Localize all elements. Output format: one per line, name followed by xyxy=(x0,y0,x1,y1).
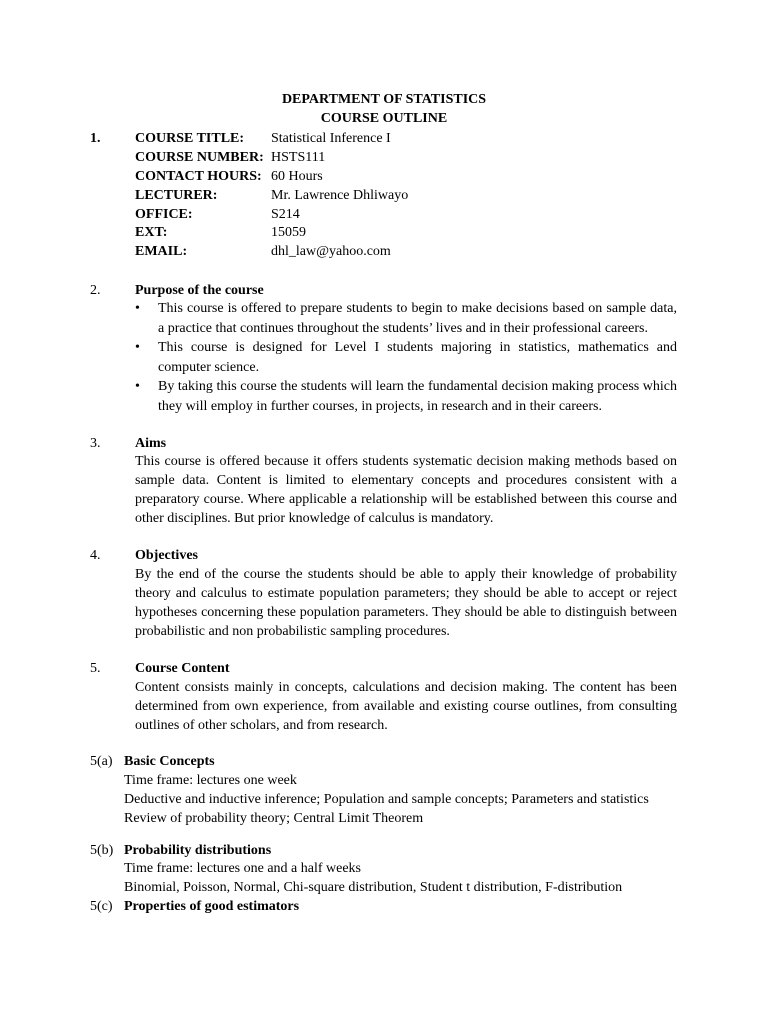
bullet-icon: • xyxy=(135,340,140,355)
bullet-text: This course is offered to prepare students to begin to make decisions based on sample data, a practice that continues throughout the students’ lives and in their professional careers. xyxy=(158,301,677,336)
info-value: Mr. Lawrence Dhliwayo xyxy=(271,188,409,203)
purpose-heading: Purpose of the course xyxy=(135,283,264,298)
info-label: COURSE TITLE: xyxy=(135,131,245,146)
subsection-number-5c: 5(c) xyxy=(90,899,113,914)
course-outline-title: COURSE OUTLINE xyxy=(320,111,448,126)
info-label: LECTURER: xyxy=(135,188,218,203)
subsection-number-5a: 5(a) xyxy=(90,754,113,769)
info-label: OFFICE: xyxy=(135,207,193,222)
objectives-heading: Objectives xyxy=(135,548,198,563)
info-label: COURSE NUMBER: xyxy=(135,150,264,165)
bullet-text: This course is designed for Level I students majoring in statistics, mathematics and computer science. xyxy=(158,340,677,375)
info-label: EXT: xyxy=(135,225,168,240)
section-number-4: 4. xyxy=(90,548,101,563)
basic-concepts-line: Deductive and inductive inference; Population and sample concepts; Parameters and statistics xyxy=(124,792,649,807)
info-value: 15059 xyxy=(271,225,306,240)
info-value: S214 xyxy=(271,207,300,222)
purpose-bullet-list xyxy=(135,299,677,416)
estimators-heading: Properties of good estimators xyxy=(124,899,300,914)
course-content-heading: Course Content xyxy=(135,661,230,676)
section-number-3: 3. xyxy=(90,436,101,451)
probability-distributions-line: Time frame: lectures one and a half weeks xyxy=(124,861,362,876)
info-value: 60 Hours xyxy=(271,169,323,184)
email-link[interactable]: dhl_law@yahoo.com xyxy=(271,244,391,259)
probability-distributions-line: Binomial, Poisson, Normal, Chi-square distribution, Student t distribution, F-distribution xyxy=(124,880,623,895)
section-number-1: 1. xyxy=(90,131,101,146)
basic-concepts-line: Time frame: lectures one week xyxy=(124,773,297,788)
list-item xyxy=(135,377,677,416)
aims-heading: Aims xyxy=(135,436,167,451)
course-content-paragraph: Content consists mainly in concepts, calculations and decision making. The content has been determined from own experience, from available and existing course outlines, from consulting outlines of other scholars, and from research. xyxy=(135,680,677,733)
department-title: DEPARTMENT OF STATISTICS xyxy=(281,92,487,107)
info-label: EMAIL: xyxy=(135,244,188,259)
bullet-icon: • xyxy=(135,379,140,394)
objectives-paragraph: By the end of the course the students should be able to apply their knowledge of probability theory and calculus to estimate population parameters; they should be able to accept or reject hypotheses concerning these population parameters. They should be able to distinguish between probabilistic and non probabilistic sampling procedures. xyxy=(135,567,677,639)
info-label: CONTACT HOURS: xyxy=(135,169,262,184)
basic-concepts-line: Review of probability theory; Central Limit Theorem xyxy=(124,811,424,826)
section-number-5: 5. xyxy=(90,661,101,676)
list-item xyxy=(135,299,677,338)
bullet-icon: • xyxy=(135,301,140,316)
bullet-text: By taking this course the students will learn the fundamental decision making process which they will employ in further courses, in projects, in research and in their careers. xyxy=(158,379,677,414)
aims-paragraph: This course is offered because it offers students systematic decision making methods based on sample data. Content is limited to elementary concepts and procedures consistent with a preparatory course. Where applicable a relationship will be established between this course and other disciplines. But prior knowledge of calculus is mandatory. xyxy=(135,454,677,526)
info-value: HSTS111 xyxy=(271,150,326,165)
list-item xyxy=(135,338,677,377)
section-number-2: 2. xyxy=(90,283,101,298)
basic-concepts-heading: Basic Concepts xyxy=(124,754,215,769)
info-value: Statistical Inference I xyxy=(271,131,391,146)
probability-distributions-heading: Probability distributions xyxy=(124,843,272,858)
subsection-number-5b: 5(b) xyxy=(90,843,114,858)
